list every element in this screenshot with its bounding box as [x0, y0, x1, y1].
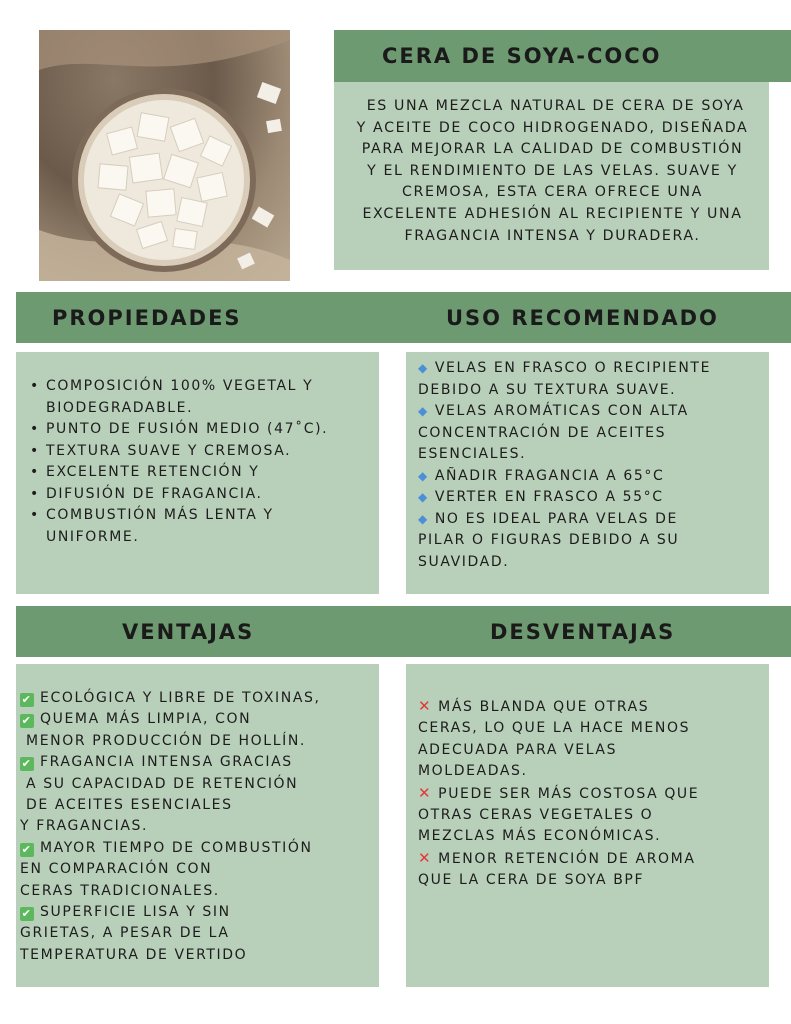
list-item-text: EN COMPARACIÓN CON — [20, 861, 213, 878]
list-item-text: QUE LA CERA DE SOYA BPF — [418, 872, 645, 889]
blue-diamond-icon: ◆ — [418, 404, 429, 418]
red-cross-icon: ✕ — [418, 697, 433, 715]
desventajas-title-bar — [406, 606, 791, 657]
intro-line: CREMOSA, ESTA CERA OFRECE UNA — [402, 184, 703, 201]
list-item — [20, 923, 375, 944]
list-item — [30, 484, 365, 506]
list-item-text: ADECUADA PARA VELAS — [418, 741, 618, 758]
red-cross-icon: ✕ — [418, 848, 433, 867]
section-title: VENTAJAS — [122, 619, 255, 644]
list-item — [418, 870, 761, 891]
list-item-text: PUEDE SER MÁS COSTOSA QUE — [438, 785, 700, 802]
list-item-text: • PUNTO DE FUSIÓN MEDIO (47˚C). — [46, 421, 329, 437]
intro-line: Y EL RENDIMIENTO DE LAS VELAS. SUAVE Y — [367, 162, 738, 179]
list-item — [418, 509, 759, 531]
list-item-text: Y FRAGANCIAS. — [20, 818, 149, 835]
green-check-icon: ✔ — [21, 714, 33, 728]
list-item-text: • COMPOSICIÓN 100% VEGETAL Y — [46, 378, 314, 394]
intro-panel — [334, 82, 769, 270]
list-item — [418, 783, 761, 805]
list-item — [418, 358, 759, 380]
list-item — [418, 848, 761, 870]
list-item-text: VERTER EN FRASCO A 55°C — [434, 489, 664, 505]
blue-diamond-icon: ◆ — [418, 511, 429, 526]
intro-line: Y ACEITE DE COCO HIDROGENADO, DISEÑADA — [356, 119, 749, 136]
green-check-icon: ✔ — [21, 907, 33, 921]
intro-line: EXCELENTE ADHESIÓN AL RECIPIENTE Y UNA — [362, 205, 743, 222]
list-item-text: UNIFORME. — [46, 528, 140, 545]
list-item — [418, 530, 759, 552]
list-item-text: FRAGANCIA INTENSA GRACIAS — [40, 754, 293, 771]
intro-title-bar — [334, 30, 791, 82]
list-item — [30, 419, 365, 441]
list-item — [418, 740, 761, 761]
list-item — [20, 709, 375, 730]
list-item — [30, 462, 365, 484]
blue-diamond-icon: ◆ — [418, 468, 429, 483]
list-item-text: NO ES IDEAL PARA VELAS DE — [434, 510, 678, 527]
list-item — [418, 761, 761, 782]
ventajas-panel — [16, 664, 379, 987]
list-item-text: PILAR O FIGURAS DEBIDO A SU — [418, 532, 680, 548]
list-item — [418, 805, 761, 826]
list-item-text: MOLDEADAS. — [418, 763, 528, 780]
list-item-text: SUPERFICIE LISA Y SIN — [40, 904, 231, 921]
list-item — [20, 731, 375, 752]
list-item — [418, 423, 759, 445]
desventajas-panel — [406, 664, 769, 987]
list-item-text: CERAS TRADICIONALES. — [20, 882, 220, 899]
section-title: USO RECOMENDADO — [446, 305, 719, 330]
list-item — [20, 752, 375, 773]
list-item-text: VELAS EN FRASCO O RECIPIENTE — [434, 360, 712, 376]
list-item-text: MEZCLAS MÁS ECONÓMICAS. — [418, 828, 662, 845]
list-item-text: • TEXTURA SUAVE Y CREMOSA. — [46, 442, 292, 459]
list-item-text: CONCENTRACIÓN DE ACEITES — [418, 424, 667, 441]
red-cross-icon: ✕ — [418, 783, 433, 802]
list-item-text: AÑADIR FRAGANCIA A 65°C — [434, 467, 665, 484]
blue-diamond-icon: ◆ — [418, 490, 429, 504]
list-item-text: A SU CAPACIDAD DE RETENCIÓN — [20, 775, 299, 792]
green-check-icon: ✔ — [21, 693, 33, 706]
propiedades-panel — [16, 352, 379, 594]
list-item — [20, 795, 375, 816]
section-title: PROPIEDADES — [52, 305, 242, 330]
list-item-text: BIODEGRADABLE. — [46, 399, 194, 416]
list-item — [20, 945, 375, 966]
list-item-text: CERAS, LO QUE LA HACE MENOS — [418, 720, 691, 737]
list-item — [418, 826, 761, 847]
list-item-text: MAYOR TIEMPO DE COMBUSTIÓN — [40, 839, 313, 856]
intro-line: FRAGANCIA INTENSA Y DURADERA. — [404, 227, 701, 244]
uso-panel — [406, 352, 769, 594]
green-check-icon: ✔ — [21, 842, 33, 856]
list-item-text: MÁS BLANDA QUE OTRAS — [438, 699, 650, 715]
list-item — [30, 505, 365, 548]
list-item — [30, 441, 365, 463]
section-title: DESVENTAJAS — [490, 619, 676, 644]
list-item — [20, 688, 375, 709]
list-item-text: MENOR PRODUCCIÓN DE HOLLÍN. — [20, 732, 306, 749]
list-item-text: SUAVIDAD. — [418, 553, 510, 570]
intro-line: PARA MEJORAR LA CALIDAD DE COMBUSTIÓN — [361, 141, 744, 158]
list-item — [418, 466, 759, 488]
list-item — [418, 401, 759, 423]
list-item — [418, 552, 759, 574]
wax-bowl-photo — [39, 30, 290, 281]
list-item-text: TEMPERATURA DE VERTIDO — [20, 946, 248, 963]
list-item-text: ESENCIALES. — [418, 446, 527, 462]
intro-line: ES UNA MEZCLA NATURAL DE CERA DE SOYA — [360, 98, 745, 114]
list-item — [418, 444, 759, 466]
uso-title-bar — [406, 292, 791, 343]
list-item-text: DEBIDO A SU TEXTURA SUAVE. — [418, 381, 677, 398]
list-item — [418, 718, 761, 739]
list-item — [418, 696, 761, 718]
propiedades-title-bar — [16, 292, 415, 343]
list-item — [20, 902, 375, 923]
list-item-text: DE ACEITES ESENCIALES — [20, 797, 233, 814]
propiedades-list — [30, 376, 365, 548]
list-item-text: MENOR RETENCIÓN DE AROMA — [438, 850, 696, 867]
list-item — [20, 881, 375, 902]
list-item — [20, 774, 375, 795]
list-item-text: • EXCELENTE RETENCIÓN Y — [46, 464, 260, 480]
list-item — [20, 859, 375, 880]
list-item-text: OTRAS CERAS VEGETALES O — [418, 807, 654, 824]
list-item-text: • COMBUSTIÓN MÁS LENTA Y — [46, 507, 274, 523]
page-title: CERA DE SOYA-COCO — [382, 44, 662, 68]
blue-diamond-icon: ◆ — [418, 361, 429, 375]
list-item — [418, 380, 759, 402]
list-item — [20, 816, 375, 837]
list-item-text: QUEMA MÁS LIMPIA, CON — [40, 711, 252, 728]
list-item-text: GRIETAS, A PESAR DE LA — [20, 925, 230, 942]
green-check-icon: ✔ — [21, 757, 33, 771]
list-item-text: • DIFUSIÓN DE FRAGANCIA. — [46, 485, 263, 502]
list-item — [20, 838, 375, 859]
list-item-text: ECOLÓGICA Y LIBRE DE TOXINAS, — [40, 690, 321, 706]
list-item — [418, 487, 759, 509]
list-item — [30, 376, 365, 419]
list-item-text: VELAS AROMÁTICAS CON ALTA — [434, 403, 689, 419]
